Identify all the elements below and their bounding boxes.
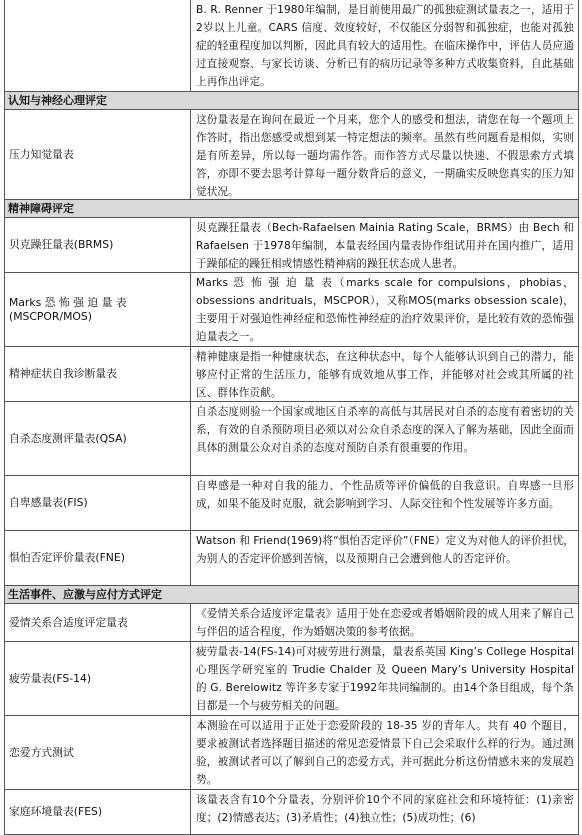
table-row: [5, 110, 578, 200]
scale-description: 疲劳量表-14(FS-14)可对疲劳进行测量，量表系英国 King’s College Hospital 心理医学研究室的 Trudie Chalder 及 Queen Mary’s University Hospital 的 G. Berelowitz 等许多专家于1992年共同编制的。由14个条目组成，每个条目都是一个与疲劳相关的问题。: [196, 646, 574, 712]
table-row: [5, 0, 578, 92]
section-header: 精神障碍评定: [5, 200, 578, 218]
scale-name: 爱情关系合适度评定量表: [5, 604, 191, 641]
table-row: [5, 347, 578, 402]
scale-name: 恋爱方式测试: [5, 716, 191, 789]
scale-name: [5, 0, 191, 91]
scale-name: 压力知觉量表: [5, 110, 191, 199]
scale-name: 惧怕否定评价量表(FNE): [5, 531, 191, 585]
scale-name: 家庭环境量表(FES): [5, 790, 191, 834]
section-header: 认知与神经心理评定: [5, 92, 578, 110]
scale-description: Marks 恐 怖 强 迫 量 表（marks scale for compulsions，phobias，obsessions andrituals，MSCPOR），又称MOS(marks obsession scale)，主要用于对强迫性神经症和恐怖性神经症的治疗效果评价，是比较有效的恐怖强迫量表之一。: [196, 277, 574, 343]
scale-name: 疲劳量表(FS-14): [5, 642, 191, 715]
scale-description: 贝克躁狂量表（Bech-Rafaelsen Mainia Rating Scale，BRMS）由 Bech 和 Rafaelsen 于1978年编制，本量表经国内量表协作组试用并在国内推广，适用于躁郁症的躁狂相或情感性精神病的躁狂状态成人患者。: [196, 222, 574, 270]
scale-name: 精神症状自我诊断量表: [5, 347, 191, 401]
table-row: [5, 402, 578, 476]
scale-table: [4, 0, 579, 835]
scale-description: 这份量表是在询问在最近一个月来，您个人的感受和想法，请您在每一个题项上作答时，指出您感受或想到某一特定想法的频率。虽然有些问题看是相似，实则是有所差异，所以每一题均需作答。而作答方式尽量以快速、不假思索方式填答，亦即不要去思考计算每一题分数背后的意义，一期确实反映您真实的压力知觉状况。: [196, 114, 574, 198]
scale-name: Marks 恐 怖 强 迫 量 表 (MSCPOR/MOS): [5, 273, 191, 346]
scale-name: 贝克躁狂量表(BRMS): [5, 218, 191, 272]
table-row: [5, 716, 578, 790]
scale-description: 自杀态度则验一个国家或地区自杀率的高低与其居民对自杀的态度有着密切的关系，有效的自杀预防项目必须以对公众自杀态度的深入了解为基础，因此全面而具体的测量公众对自杀的态度对预防自杀有很重要的作用。: [196, 406, 574, 454]
table-row: [5, 531, 578, 586]
scale-description: 《爱情关系合适度评定量表》适用于处在恋爱或者婚姻阶段的成人用来了解自己与伴侣的适合程度，作为婚姻决策的参考依据。: [196, 608, 574, 638]
scale-description: 自卑感是一种对自我的能力、个性品质等评价偏低的自我意识。自卑感一旦形成，如果不能及时克服，就会影响到学习、人际交往和个性发展等许多方面。: [196, 480, 574, 510]
scale-description: 本测验在可以适用于正处于恋爱阶段的 18-35 岁的青年人。共有 40 个题目，要求被测试者选择题目描述的常见恋爱情景下自己会采取什么样的行为。通过测验，被测试者可以了解到自己的恋爱方式，并可据此分析这份情感未来的发展趋势。: [196, 720, 574, 786]
section-header: 生活事件、应激与应付方式评定: [5, 586, 578, 604]
scale-description: Watson 和 Friend(1969)将“惧怕否定评价”（FNE）定义为对他人的评价担忧，为别人的否定评价感到苦恼，以及预期自己会遭到他人的否定评价。: [196, 535, 574, 565]
table-row: [5, 476, 578, 531]
table-row: [5, 604, 578, 642]
scale-description: 精神健康是指一种健康状态，在这种状态中，每个人能够认识到自己的潜力，能够应付正常的生活压力，能够有成效地从事工作，并能够对社会或其所属的社区、群体作贡献。: [196, 351, 574, 399]
table-row: [5, 790, 578, 835]
table-row: [5, 218, 578, 273]
scale-description: B. R. Renner 于1980年编制，是目前使用最广的孤独症测试量表之一，适用于2岁以上儿童。CARS 信度、效度较好，不仅能区分弱智和孤独症，也能对孤独症的轻重程度加以判断，因此具有较大的适用性。在临床操作中，评估人员应通过直接观察、与家长访谈、分析已有的病历记录等多种方式收集资料，自此基础上再作出评定。: [196, 4, 574, 88]
scale-name: 自杀态度测评量表(QSA): [5, 402, 191, 475]
scale-name: 自卑感量表(FIS): [5, 476, 191, 530]
table-row: [5, 642, 578, 716]
table-row: [5, 273, 578, 347]
scale-description: 该量表含有10个分量表，分别评价10个不同的家庭社会和环境特征：(1)亲密度；(2)情感表达；(3)矛盾性；(4)独立性；(5)成功性；(6): [196, 794, 574, 824]
